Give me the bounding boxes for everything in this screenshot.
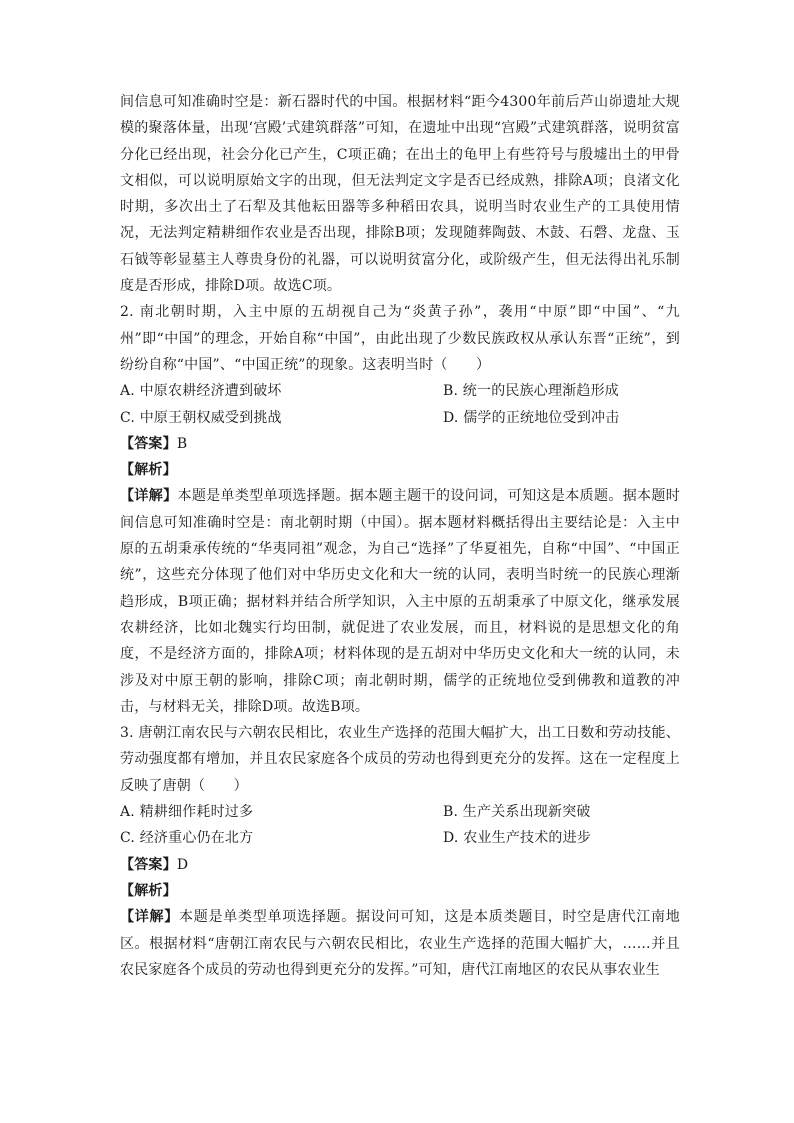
question-2-detail	[120, 483, 680, 720]
question-2-stem: 2. 南北朝时期，入主中原的五胡视自己为“炎黄子孙”，袭用“中原”即“中国”、“九州”即“中国”的理念，开始自称“中国”，由此出现了少数民族政权从承认东晋“正统”，到纷纷自称“中国”、“中国正统”的现象。这表明当时（ ）	[120, 304, 680, 373]
question-3-options	[120, 799, 680, 852]
question-2-options	[120, 378, 680, 431]
question-3-analysis-tag: 【解析】	[120, 882, 177, 899]
question-2-answer: B	[176, 435, 188, 452]
question-2-option-d: D. 儒学的正统地位受到冲击	[443, 409, 620, 426]
question-3-option-a: A. 精耕细作耗时过多	[120, 804, 254, 821]
question-2-detail-text: 本题是单类型单项选择题。据本题主题干的设问词，可知这是本质题。据本题时间信息可知准确时空是：南北朝时期（中国）。据本题材料概括得出主要结论是：入主中原的五胡秉承传统的“华夷同祖”观念，为自己“选择”了华夏祖先，自称“中国”、“中国正统”，这些充分体现了他们对中华历史文化和大一统的认同，表明当时统一的民族心理渐趋形成，B项正确；据材料并结合所学知识，入主中原的五胡秉承了中原文化，继承发展农耕经济，比如北魏实行均田制，就促进了农业发展，而且，材料说的是思想文化的角度，不是经济方面的，排除A项；材料体现的是五胡对中华历史文化和大一统的认同，未涉及对中原王朝的影响，排除C项；南北朝时期，儒学的正统地位受到佛教和道教的冲击，与材料无关，排除D项。故选B项。	[120, 488, 680, 715]
question-3-detail-tag: 【详解】	[120, 909, 180, 926]
question-3-detail	[120, 904, 680, 983]
question-3-analysis-line	[120, 878, 680, 904]
question-2-option-a: A. 中原农耕经济遭到破坏	[120, 383, 282, 400]
question-2-analysis-tag: 【解析】	[120, 462, 177, 479]
question-3-option-b: B. 生产关系出现新突破	[443, 804, 591, 821]
question-3-option-c: C. 经济重心仍在北方	[120, 830, 254, 847]
document-page	[120, 89, 680, 983]
question-2-answer-tag: 【答案】	[120, 435, 177, 452]
question-3-stem: 3. 唐朝江南农民与六朝农民相比，农业生产选择的范围大幅扩大，出工日数和劳动技能、劳动强度都有增加，并且农民家庭各个成员的劳动也得到更充分的发挥。这在一定程度上反映了唐朝（ ）	[120, 725, 680, 794]
question-2-option-b: B. 统一的民族心理渐趋形成	[443, 383, 619, 400]
question-3-option-d: D. 农业生产技术的进步	[443, 830, 592, 847]
question-2-detail-tag: 【详解】	[120, 488, 178, 505]
question-2-answer-line	[120, 431, 680, 457]
question-3-answer-line	[120, 852, 680, 878]
question-3-detail-text: 本题是单类型单项选择题。据设问可知，这是本质类题目，时空是唐代江南地区。根据材料“唐朝江南农民与六朝农民相比，农业生产选择的范围大幅扩大，……并且农民家庭各个成员的劳动也得到更充分的发挥。”可知，唐代江南地区的农民从事农业生	[120, 909, 680, 978]
question-3-answer-tag: 【答案】	[120, 856, 177, 873]
question-3-answer: D	[176, 856, 189, 873]
analysis-continuation: 间信息可知准确时空是：新石器时代的中国。根据材料“距今4300年前后芦山峁遗址大规模的聚落体量，出现‘宫殿’式建筑群落”可知，在遗址中出现“宫殿”式建筑群落，说明贫富分化已经出现，社会分化已产生，C项正确；在出土的龟甲上有些符号与殷墟出土的甲骨文相似，可以说明原始文字的出现，但无法判定文字是否已经成熟，排除A项；良渚文化时期，多次出土了石犁及其他耘田器等多种稻田农具，说明当时农业生产的工具使用情况，无法判定精耕细作农业是否出现，排除B项；发现随葬陶鼓、木鼓、石磬、龙盘、玉石钺等彰显墓主人尊贵身份的礼器，可以说明贫富分化，或阶级产生，但无法得出礼乐制度是否形成，排除D项。故选C项。	[120, 94, 680, 295]
question-2-option-c: C. 中原王朝权威受到挑战	[120, 409, 282, 426]
question-2-analysis-line	[120, 457, 680, 483]
